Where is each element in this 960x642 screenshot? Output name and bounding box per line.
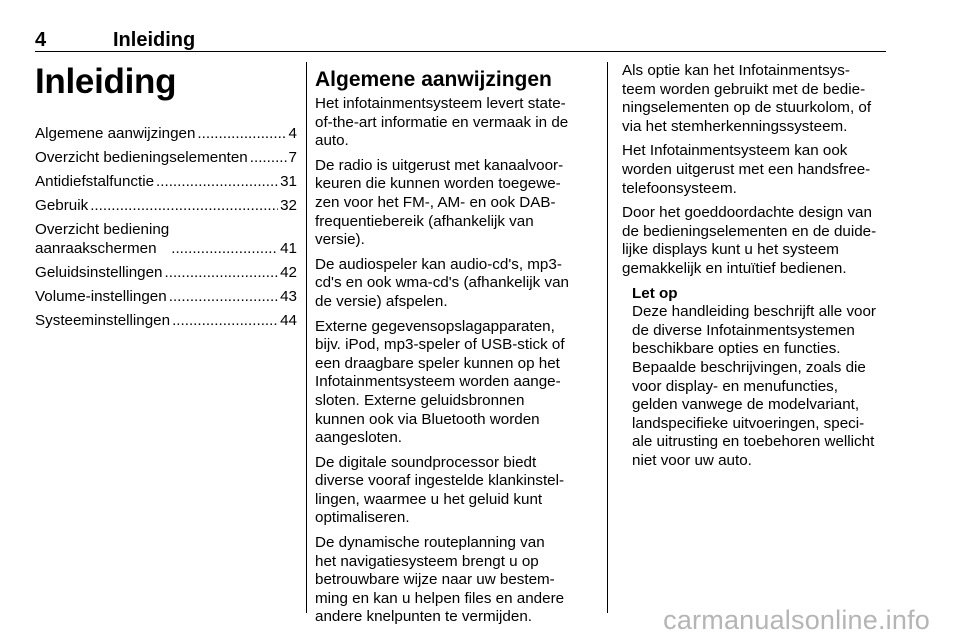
- body-paragraph: Externe gegevensopslagapparaten, bijv. iPod, mp3-speler of USB-stick of een draagbare speler kunnen op het Infotainmentsysteem worden aange- sloten. Externe geluidsbronnen kunnen ook via Bluetooth worden aangesloten.: [315, 317, 565, 447]
- toc-leader: [165, 263, 279, 282]
- chapter-title: Inleiding: [35, 62, 177, 101]
- toc-label: Overzicht bediening aanraakschermen: [35, 221, 170, 257]
- toc-entry[interactable]: [35, 196, 297, 215]
- page-number: 4: [35, 29, 47, 51]
- body-paragraph: De digitale soundprocessor biedt diverse vooraf ingestelde klankinstel- lingen, waarmee u het geluid kunt optimaliseren.: [315, 453, 565, 527]
- toc-entry[interactable]: [35, 148, 297, 167]
- toc-label: Overzicht bedieningselementen: [35, 149, 248, 166]
- toc-page: 43: [280, 288, 297, 305]
- toc-leader: [169, 287, 278, 306]
- toc-entry[interactable]: [35, 220, 297, 258]
- toc-leader: [197, 124, 286, 143]
- section-title: Algemene aanwijzingen: [315, 68, 552, 91]
- toc-page: 42: [280, 264, 297, 281]
- body-paragraph: Door het goeddoordachte design van de bedieningselementen en de duide- lijke displays kunt u het systeem gemakkelijk en intuïtief bedienen.: [622, 204, 877, 277]
- toc-page: 31: [280, 173, 297, 190]
- toc-page: 44: [280, 312, 297, 329]
- table-of-contents: [35, 124, 297, 330]
- note-text: Deze handleiding beschrijft alle voor de diverse Infotainmentsystemen beschikbare opties en functies. Bepaalde beschrijvingen, zoals die voor display- en menufuncties, gelden vanwege de modelvariant, landspecifieke uitvoeringen, speci- ale uitrusting en toebehoren wellicht niet voor uw auto.: [632, 303, 876, 469]
- toc-label: Volume-instellingen: [35, 288, 167, 305]
- body-paragraph: De audiospeler kan audio-cd's, mp3- cd's en ook wma-cd's (afhankelijk van de versie) afspelen.: [315, 255, 569, 310]
- toc-leader: [172, 311, 278, 330]
- toc-label: Geluidsinstellingen: [35, 264, 163, 281]
- page-header: [35, 29, 886, 52]
- body-paragraph: Het Infotainmentsysteem kan ook worden uitgerust met een handsfree- telefoonsysteem.: [622, 142, 871, 197]
- continuation-column: [622, 62, 888, 470]
- toc-entry[interactable]: [35, 287, 297, 306]
- toc-leader: [156, 172, 278, 191]
- toc-column: [35, 62, 297, 335]
- toc-page: 32: [280, 197, 297, 214]
- section-column: [315, 62, 591, 633]
- toc-leader: [171, 239, 278, 258]
- toc-entry[interactable]: [35, 311, 297, 330]
- toc-entry[interactable]: [35, 124, 297, 143]
- toc-leader: [90, 196, 278, 215]
- toc-label: Antidiefstalfunctie: [35, 173, 155, 190]
- toc-label: Gebruik: [35, 197, 89, 214]
- watermark: carmanualsonline.info: [663, 605, 930, 635]
- column-divider-1: [306, 62, 307, 613]
- toc-entry[interactable]: [35, 172, 297, 191]
- column-divider-2: [607, 62, 608, 613]
- toc-label: Algemene aanwijzingen: [35, 125, 196, 142]
- toc-page: 4: [288, 125, 297, 142]
- toc-label: Systeeminstellingen: [35, 312, 171, 329]
- body-paragraph: De dynamische routeplanning van het navigatiesysteem brengt u op betrouwbare wijze naar uw bestem- ming en kan u helpen files en andere andere knelpunten te vermijden.: [315, 534, 565, 626]
- toc-leader: [250, 148, 287, 167]
- note-box: [632, 285, 888, 471]
- toc-page: 41: [280, 240, 297, 257]
- running-title: Inleiding: [113, 29, 196, 51]
- body-paragraph: Als optie kan het Infotainmentsys- teem worden gebruikt met de bedie- ningselementen op de stuurkolom, of via het stemherkenningssysteem.: [622, 62, 872, 135]
- body-paragraph: Het infotainmentsysteem levert state- of-the-art informatie en vermaak in de auto.: [315, 95, 569, 150]
- note-title: Let op: [632, 284, 678, 302]
- body-paragraph: De radio is uitgerust met kanaalvoor- keuren die kunnen worden toegewe- zen voor het FM-, AM- en ook DAB- frequentiebereik (afhankelijk van versie).: [315, 156, 564, 249]
- toc-entry[interactable]: [35, 263, 297, 282]
- toc-page: 7: [288, 149, 297, 166]
